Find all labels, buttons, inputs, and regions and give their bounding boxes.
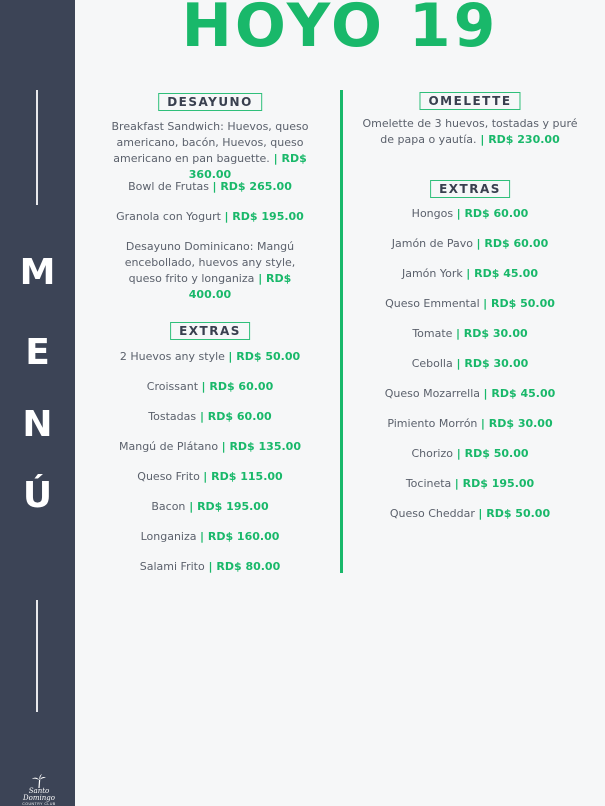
menu-item [110, 119, 310, 183]
item-name: Tocineta [405, 477, 455, 490]
menu-letter-m: M [19, 252, 56, 293]
menu-letter-e: E [25, 332, 50, 373]
menu-item [85, 379, 335, 395]
item-name: Longaniza [140, 530, 200, 543]
item-price: | RD$ 115.00 [203, 470, 283, 483]
omelette-heading: OMELETTE [419, 92, 520, 110]
menu-item [85, 559, 335, 575]
item-name: Croissant [146, 380, 202, 393]
menu-letter-n: N [22, 404, 53, 445]
menu-item [345, 386, 595, 402]
menu-letter-u: Ú [22, 475, 53, 516]
logo-text: Santo Domingo [23, 787, 55, 802]
item-name: Granola con Yogurt [116, 210, 225, 223]
item-name: Chorizo [411, 447, 453, 460]
menu-item [345, 416, 595, 432]
item-name: Queso Mozarrella [384, 387, 484, 400]
item-name: Cebolla [411, 357, 453, 370]
item-price: | RD$ 45.00 [466, 267, 538, 280]
item-name: Breakfast Sandwich: Huevos, queso americano, bacón, Huevos, queso americano en pan baguette. [111, 120, 309, 165]
item-price: | RD$ 45.00 [483, 387, 556, 400]
item-price: | RD$ 50.00 [478, 507, 551, 520]
item-price: | RD$ 60.00 [456, 207, 529, 220]
sidebar-divider-bottom [36, 600, 38, 712]
item-name: Mangú de Plátano [119, 440, 222, 453]
item-price: | RD$ 60.00 [196, 410, 272, 423]
logo-subtext: COUNTRY CLUB [22, 802, 56, 806]
menu-item [85, 439, 335, 455]
item-name: Queso Emmental [385, 297, 484, 310]
page-title: HOYO 19 [181, 0, 499, 61]
extras-heading: EXTRAS [430, 180, 510, 198]
menu-item [360, 116, 580, 148]
item-name: Jamón de Pavo [391, 237, 477, 250]
extras-heading: EXTRAS [170, 322, 250, 340]
item-price: | RD$ 30.00 [452, 357, 529, 370]
item-name: Desayuno Dominicano: Mangú encebollado, huevos any style, queso frito y longaniza [124, 240, 296, 285]
menu-item [345, 266, 595, 282]
menu-item [85, 349, 335, 365]
item-price: | RD$ 50.00 [452, 447, 529, 460]
menu-item [345, 446, 595, 462]
item-name: Salami Frito [139, 560, 205, 573]
item-price: | RD$ 195.00 [224, 210, 304, 223]
menu-item [85, 529, 335, 545]
menu-item [85, 209, 335, 225]
item-name: Queso Cheddar [389, 507, 479, 520]
item-name: Tomate [412, 327, 456, 340]
item-name: Pimiento Morrón [387, 417, 481, 430]
item-price: | RD$ 80.00 [204, 560, 281, 573]
menu-item [85, 469, 335, 485]
sidebar-divider-top [36, 90, 38, 205]
column-divider [340, 90, 343, 573]
club-logo [16, 774, 62, 804]
item-price: | RD$ 135.00 [221, 440, 301, 453]
item-name: Queso Frito [137, 470, 204, 483]
menu-item [345, 356, 595, 372]
menu-item [345, 506, 595, 522]
desayuno-heading: DESAYUNO [158, 93, 262, 111]
menu-item [85, 179, 335, 195]
item-name: Tostadas [148, 410, 197, 423]
item-price: | RD$ 60.00 [476, 237, 549, 250]
item-price: | RD$ 195.00 [185, 500, 269, 513]
item-name: Hongos [411, 207, 457, 220]
menu-item [345, 296, 595, 312]
item-price: | RD$ 50.00 [483, 297, 555, 310]
item-price: | RD$ 160.00 [200, 530, 280, 543]
item-price: | RD$ 230.00 [476, 133, 560, 146]
menu-item [345, 326, 595, 342]
item-price: | RD$ 60.00 [201, 380, 274, 393]
menu-item [107, 239, 313, 303]
palm-tree-icon [31, 774, 47, 788]
item-price: | RD$ 30.00 [480, 417, 553, 430]
item-name: 2 Huevos any style [119, 350, 229, 363]
item-name: Bacon [151, 500, 186, 513]
sidebar [0, 0, 75, 806]
menu-item [85, 409, 335, 425]
item-price: | RD$ 360.00 [188, 152, 307, 181]
menu-item [345, 236, 595, 252]
menu-item [85, 499, 335, 515]
item-price: | RD$ 50.00 [228, 350, 301, 363]
item-price: | RD$ 30.00 [455, 327, 528, 340]
item-price: | RD$ 195.00 [454, 477, 535, 490]
item-price: | RD$ 265.00 [212, 180, 292, 193]
menu-item [345, 476, 595, 492]
item-name: Omelette de 3 huevos, tostadas y puré de papa o yautía. [362, 117, 578, 146]
item-name: Bowl de Frutas [128, 180, 213, 193]
menu-item [345, 206, 595, 222]
item-price: | RD$ 400.00 [188, 272, 292, 301]
item-name: Jamón York [401, 267, 467, 280]
